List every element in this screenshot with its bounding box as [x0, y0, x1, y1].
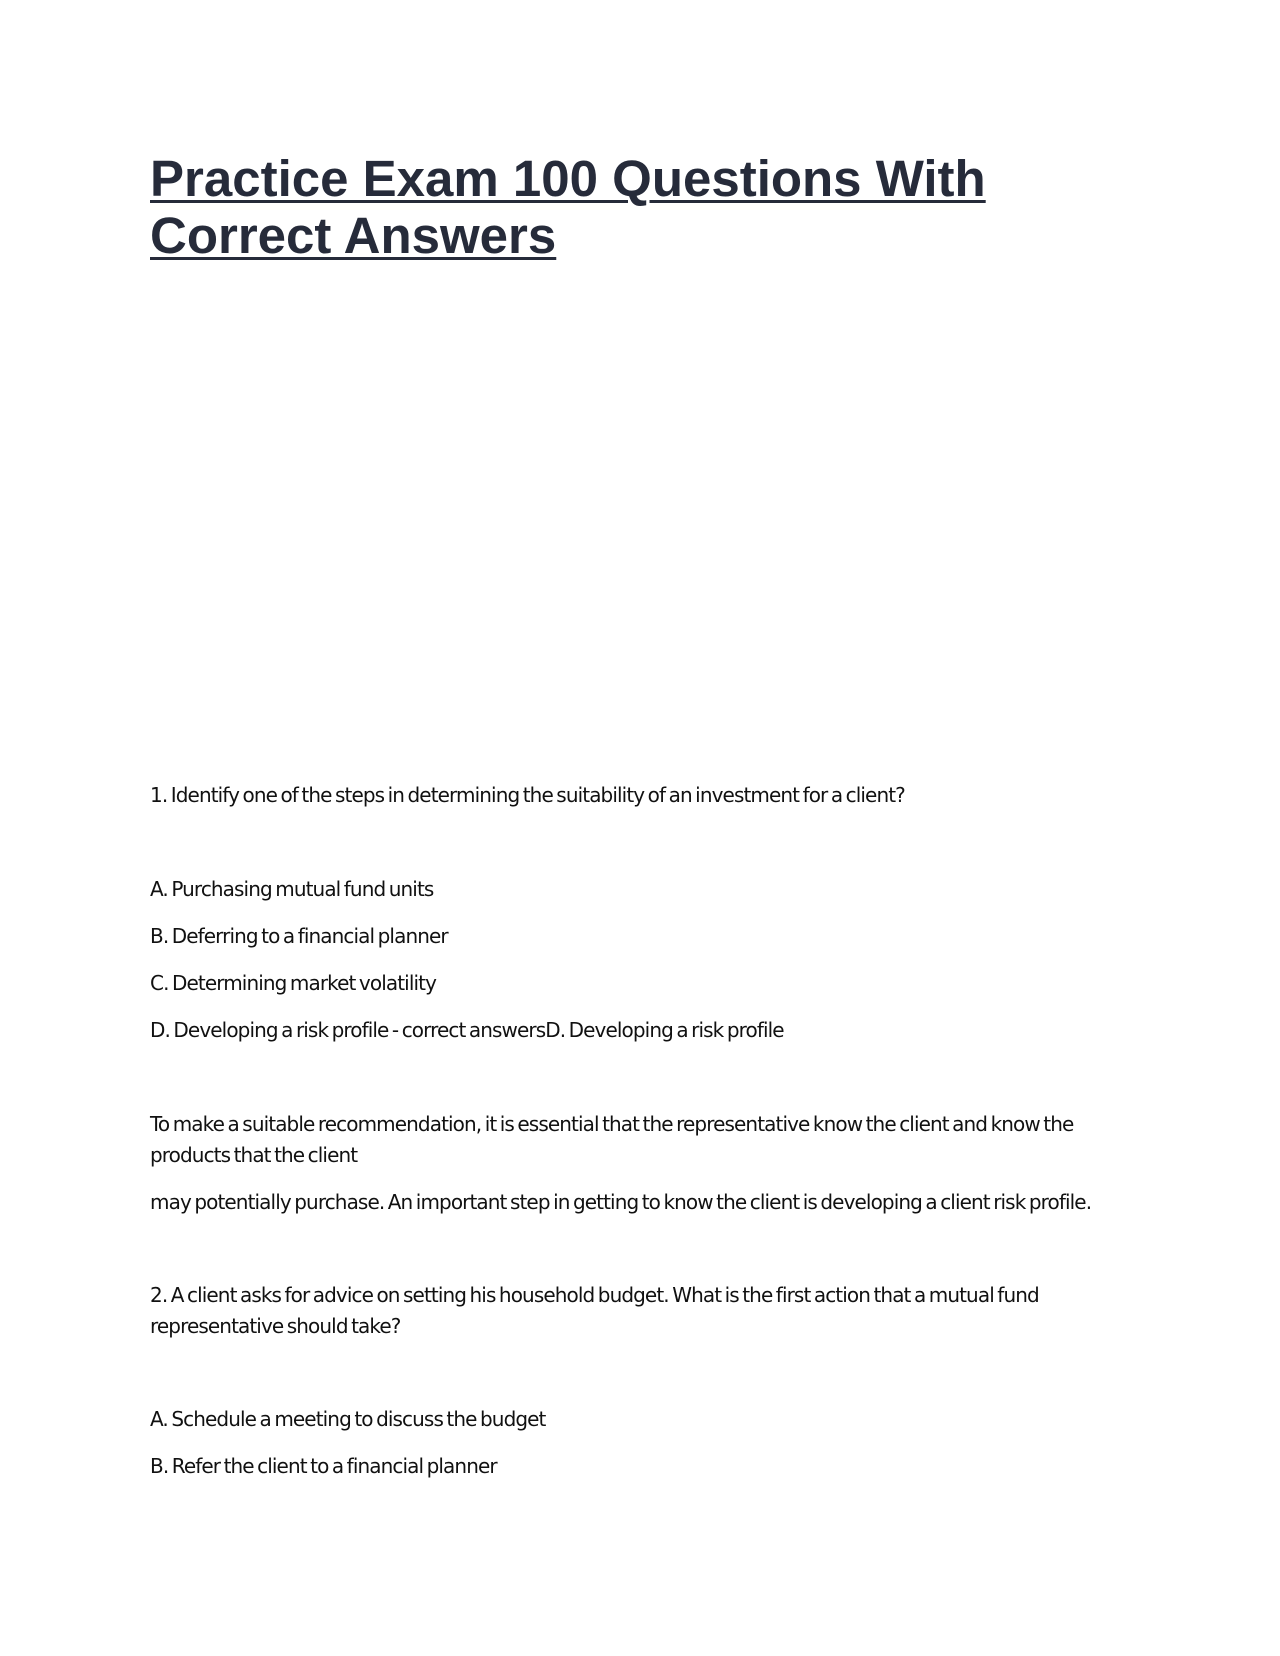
question-2-option-a: A. Schedule a meeting to discuss the budget: [150, 1407, 546, 1431]
question-1-explanation-paragraph-1: To make a suitable recommendation, it is essential that the representative know the client and know the products that the client: [150, 1112, 1074, 1167]
question-2-option-b: B. Refer the client to a financial planner: [150, 1454, 497, 1478]
question-1-option-c: C. Determining market volatility: [150, 971, 437, 995]
question-1-option-a: A. Purchasing mutual fund units: [150, 877, 434, 901]
question-1-text: 1. Identify one of the steps in determining the suitability of an investment for a client?: [150, 783, 905, 807]
page-title-line-2: Correct Answers: [150, 207, 557, 264]
page-title-line-1: Practice Exam 100 Questions With: [150, 150, 986, 207]
question-2-text: 2. A client asks for advice on setting his household budget. What is the first action that a mutual fund representative should take?: [150, 1283, 1039, 1338]
page-title: [150, 150, 1050, 264]
question-1-option-d: D. Developing a risk profile - correct answersD. Developing a risk profile: [150, 1018, 784, 1042]
question-1-explanation-paragraph-2: may potentially purchase. An important step in getting to know the client is developing a client risk profile.: [150, 1190, 1092, 1214]
question-1-option-b: B. Deferring to a financial planner: [150, 924, 448, 948]
